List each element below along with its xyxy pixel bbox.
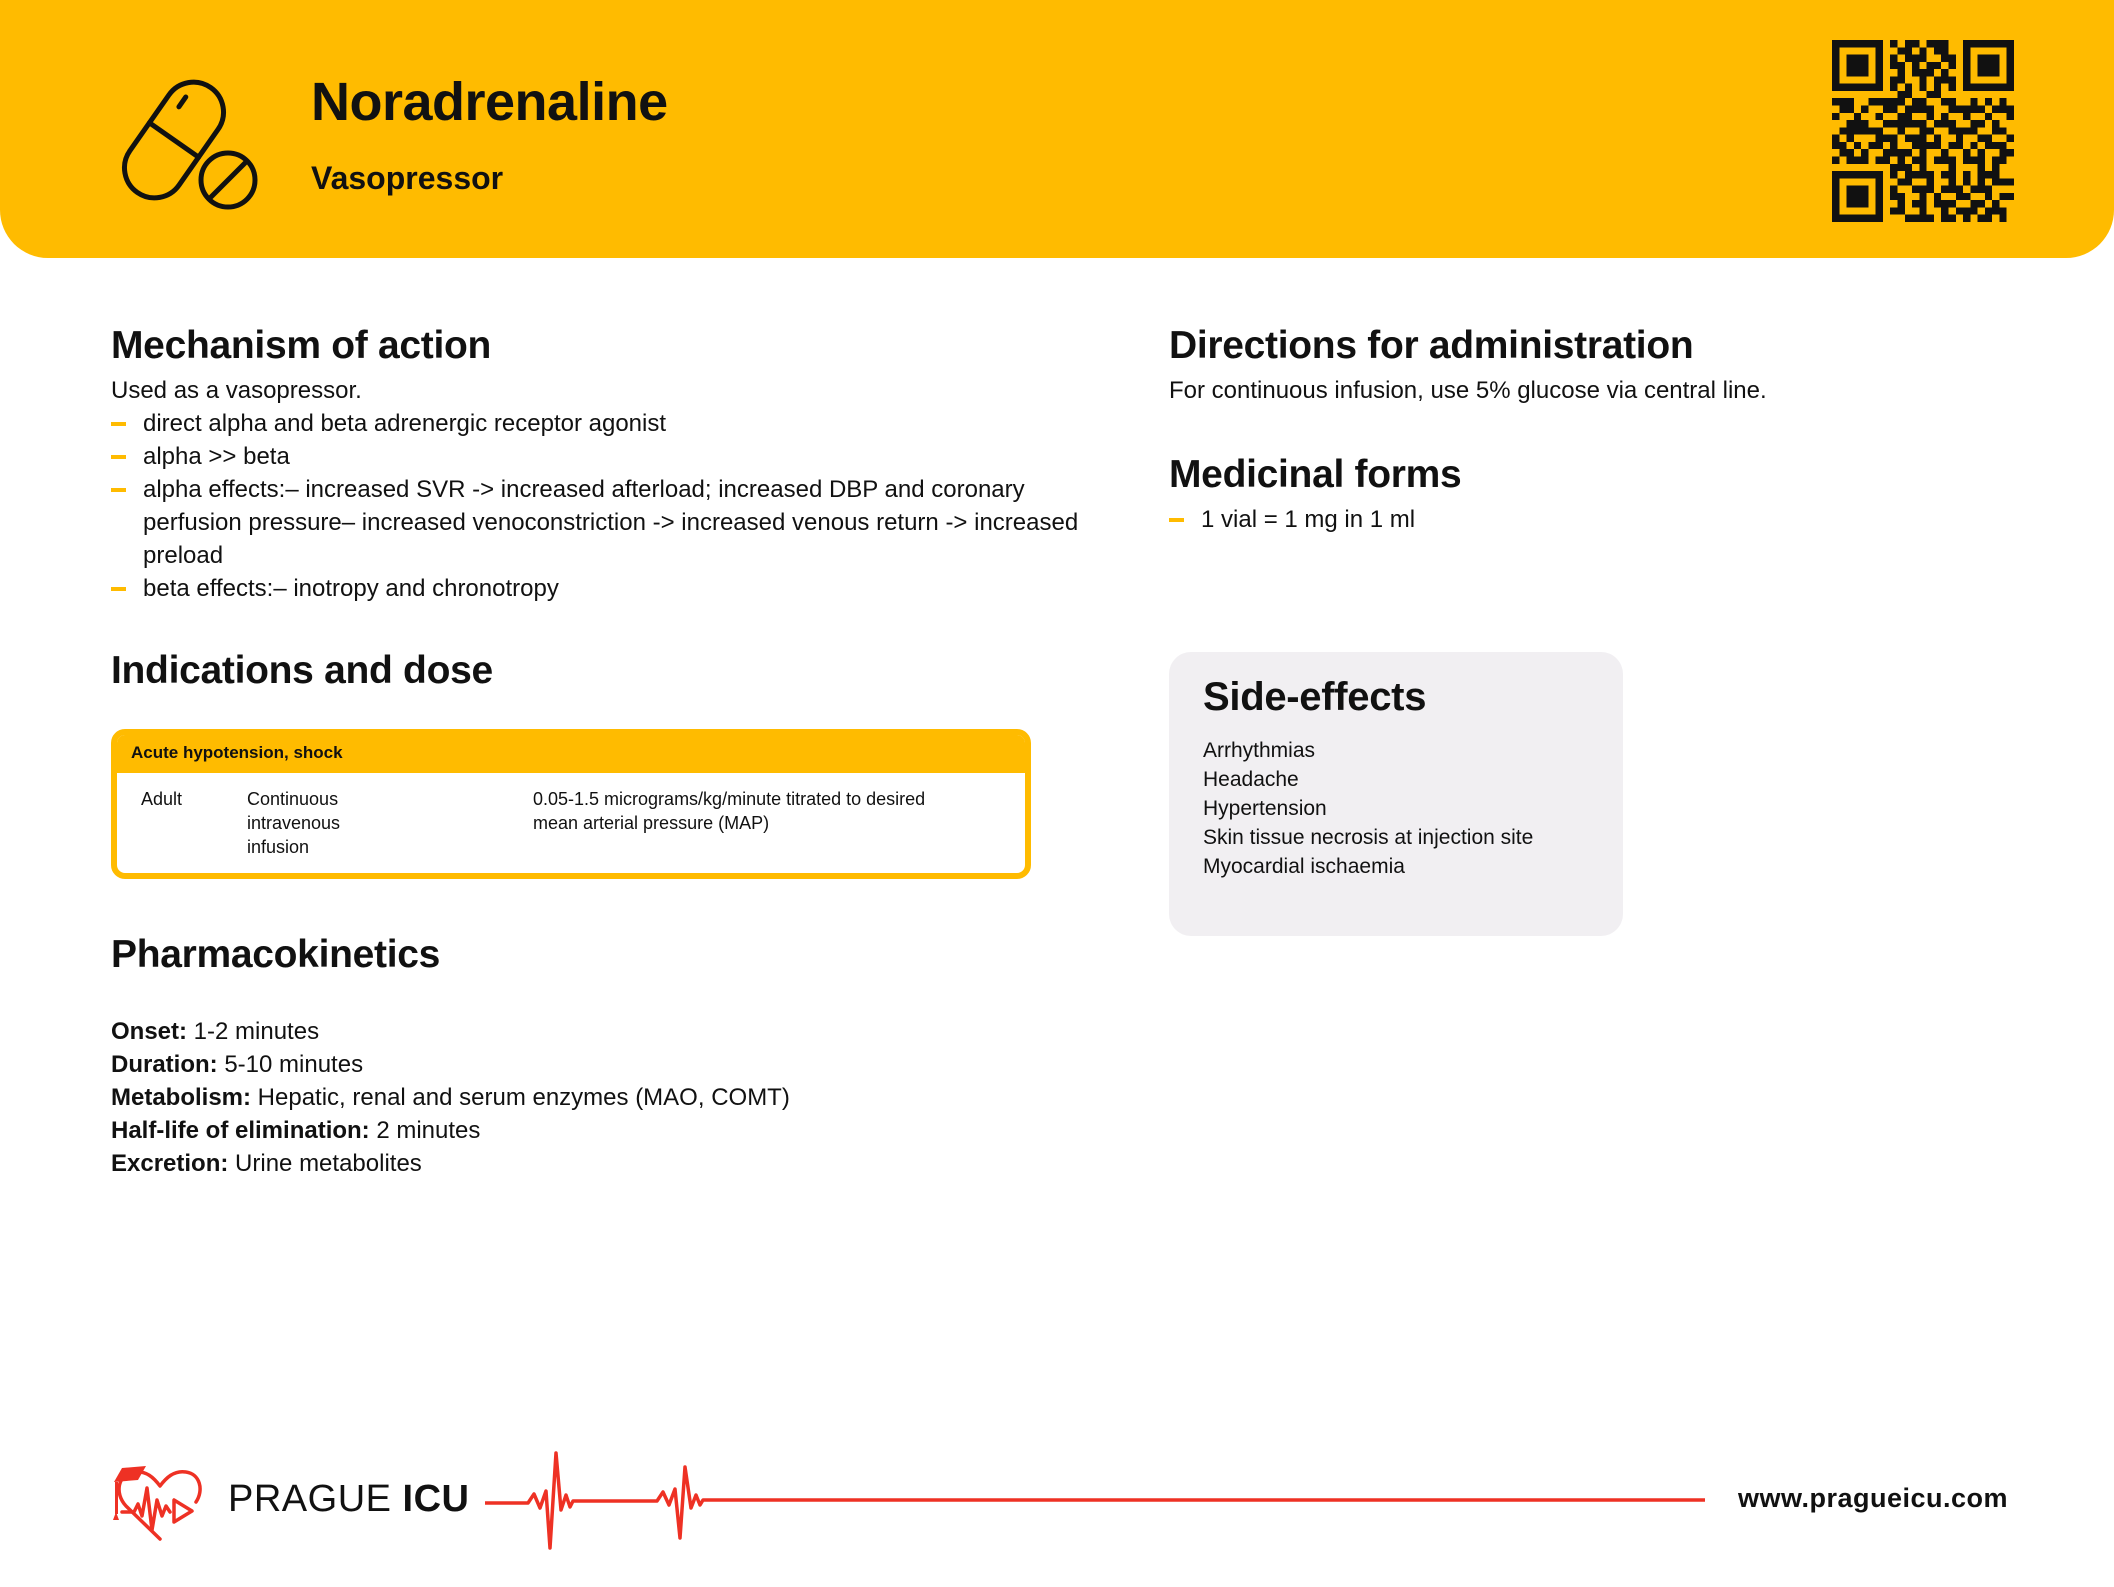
pk-row-half-life <box>111 1114 1071 1147</box>
qr-code-icon[interactable] <box>1832 40 2014 222</box>
pk-row-duration <box>111 1048 1071 1081</box>
pk-row-onset <box>111 1015 1071 1048</box>
medicinal-forms-heading: Medicinal forms <box>1169 453 1462 496</box>
pk-row-excretion <box>111 1147 1071 1180</box>
side-effect-item: Hypertension <box>1203 797 1327 820</box>
pk-value: Hepatic, renal and serum enzymes (MAO, COMT) <box>251 1084 790 1111</box>
brand-light: PRAGUE <box>228 1478 392 1520</box>
list-item-text: alpha >> beta <box>143 443 290 470</box>
route-cell: Continuous intravenous infusion <box>247 789 341 857</box>
dose-table <box>111 729 1031 879</box>
side-effects-card <box>1169 652 1623 936</box>
list-item-text: 1 vial = 1 mg in 1 ml <box>1201 506 1416 533</box>
list-item <box>1169 503 2029 536</box>
medicinal-forms-section <box>1169 447 2029 536</box>
list-item-text: beta effects:– inotropy and chronotropy <box>143 575 559 602</box>
header-banner <box>0 0 2114 258</box>
side-effect-item: Skin tissue necrosis at injection site <box>1203 826 1534 849</box>
list-item-text: alpha effects:– increased SVR -> increased afterload; increased DBP and coronary perfusion pressure– increased venoconstriction -> increased venous return -> increased preload <box>143 476 1079 569</box>
drug-class: Vasopressor <box>311 160 504 196</box>
directions-section <box>1169 318 2029 407</box>
dash-bullet-icon <box>111 488 126 492</box>
pk-value: 2 minutes <box>369 1117 481 1144</box>
pk-value: 5-10 minutes <box>217 1051 364 1078</box>
dash-bullet-icon <box>111 422 126 426</box>
pk-label: Half-life of elimination: <box>111 1117 370 1144</box>
ecg-line-icon <box>480 1450 1710 1560</box>
pk-value: Urine metabolites <box>228 1150 422 1177</box>
indication-label: Acute hypotension, shock <box>117 735 1025 773</box>
mechanism-list <box>111 407 1079 605</box>
pharmacokinetics-heading: Pharmacokinetics <box>111 933 441 976</box>
list-item <box>111 407 1071 440</box>
heart-ecg-logo-icon <box>110 1460 210 1545</box>
pk-label: Metabolism: <box>111 1084 252 1111</box>
brand-bold: ICU <box>402 1478 470 1520</box>
side-effects-heading: Side-effects <box>1203 675 1427 719</box>
right-column <box>1169 318 2029 536</box>
pk-row-metabolism <box>111 1081 1071 1114</box>
directions-heading: Directions for administration <box>1169 324 1694 367</box>
indications-section <box>111 643 1071 879</box>
left-column <box>111 318 1079 1180</box>
pk-label: Onset: <box>111 1018 188 1045</box>
dash-bullet-icon <box>111 587 126 591</box>
dash-bullet-icon <box>111 455 126 459</box>
mechanism-section <box>111 318 1079 605</box>
medicinal-forms-list <box>1169 503 2029 536</box>
dash-bullet-icon <box>1169 518 1184 522</box>
indications-heading: Indications and dose <box>111 649 493 692</box>
drug-name: Noradrenaline <box>311 72 668 132</box>
website-link[interactable]: www.pragueicu.com <box>1738 1483 2009 1513</box>
directions-text: For continuous infusion, use 5% glucose via central line. <box>1169 377 1767 404</box>
mechanism-heading: Mechanism of action <box>111 324 492 367</box>
table-row <box>117 773 1025 873</box>
pill-icon <box>112 68 272 218</box>
pk-label: Duration: <box>111 1051 218 1078</box>
side-effect-item: Headache <box>1203 768 1299 791</box>
brand-name <box>228 1474 470 1524</box>
pk-label: Excretion: <box>111 1150 229 1177</box>
dose-cell: 0.05-1.5 micrograms/kg/minute titrated to desired mean arterial pressure (MAP) <box>533 789 926 833</box>
list-item <box>111 440 1071 473</box>
pharmacokinetics-list <box>111 1015 1071 1180</box>
population-cell: Adult <box>141 789 183 809</box>
list-item-text: direct alpha and beta adrenergic receptor agonist <box>143 410 667 437</box>
side-effect-item: Arrhythmias <box>1203 739 1316 762</box>
list-item <box>111 473 1093 572</box>
pk-value: 1-2 minutes <box>187 1018 320 1045</box>
side-effects-list <box>1203 736 1589 881</box>
mechanism-intro: Used as a vasopressor. <box>111 377 362 404</box>
side-effect-item: Myocardial ischaemia <box>1203 855 1405 878</box>
pharmacokinetics-section <box>111 927 1071 1180</box>
list-item <box>111 572 1071 605</box>
